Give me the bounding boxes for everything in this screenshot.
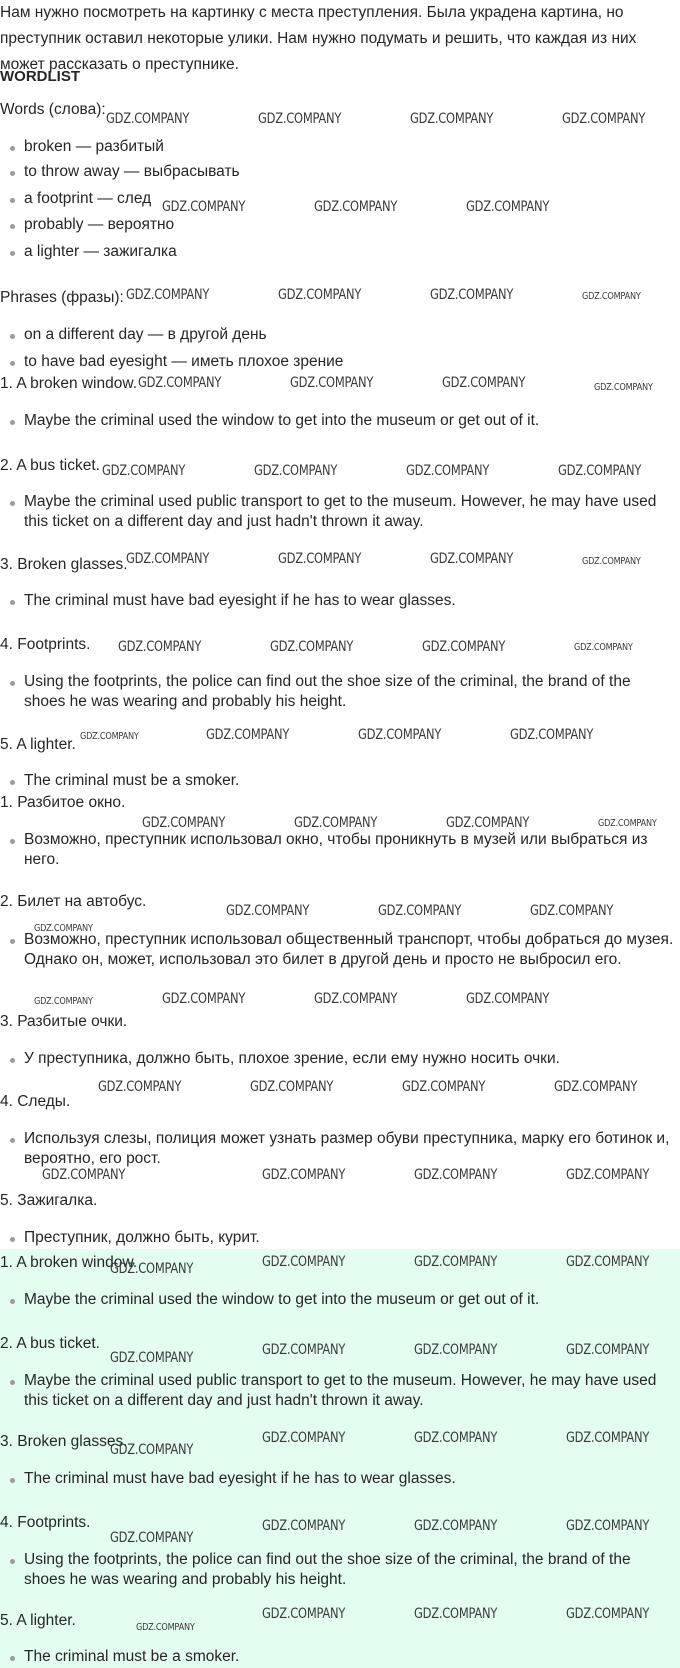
watermark: GDZ.COMPANY bbox=[262, 1254, 346, 1270]
word-item: a lighter — зажигалка bbox=[24, 242, 676, 262]
watermark: GDZ.COMPANY bbox=[110, 1530, 194, 1546]
word-item: to throw away — выбрасывать bbox=[24, 162, 676, 182]
watermark: GDZ.COMPANY bbox=[566, 1606, 650, 1622]
watermark: GDZ.COMPANY bbox=[562, 111, 646, 127]
watermark: GDZ.COMPANY bbox=[358, 727, 442, 743]
answer-title: 1. A broken window. bbox=[0, 375, 138, 392]
watermark: GDZ.COMPANY bbox=[80, 731, 139, 742]
watermark: GDZ.COMPANY bbox=[110, 1350, 194, 1366]
watermark: GDZ.COMPANY bbox=[262, 1518, 346, 1534]
answer-title: 5. A lighter. bbox=[0, 736, 76, 753]
watermark: GDZ.COMPANY bbox=[414, 1430, 498, 1446]
watermark: GDZ.COMPANY bbox=[290, 375, 374, 391]
word-item: a footprint — след bbox=[24, 189, 676, 209]
intro-paragraph: Нам нужно посмотреть на картинку с места преступления. Была украдена картина, но преступник оставил некоторые улики. Нам нужно подумать и решить, что каждая из них может рассказать о преступнике. bbox=[0, 4, 637, 73]
watermark: GDZ.COMPANY bbox=[566, 1254, 650, 1270]
watermark: GDZ.COMPANY bbox=[582, 556, 641, 567]
answer-title: 1. A broken window. bbox=[0, 1254, 138, 1271]
answer-title: 3. Broken glasses. bbox=[0, 1433, 128, 1450]
word-item: broken — разбитый bbox=[24, 137, 676, 157]
watermark: GDZ.COMPANY bbox=[262, 1167, 346, 1183]
watermark: GDZ.COMPANY bbox=[162, 991, 246, 1007]
watermark: GDZ.COMPANY bbox=[314, 991, 398, 1007]
watermark: GDZ.COMPANY bbox=[258, 111, 342, 127]
watermark: GDZ.COMPANY bbox=[110, 1261, 194, 1277]
answer-text: The criminal must have bad eyesight if he has to wear glasses. bbox=[24, 591, 676, 611]
answer-text: Maybe the criminal used the window to get into the museum or get out of it. bbox=[24, 1290, 676, 1310]
answer-text: Maybe the criminal used the window to get into the museum or get out of it. bbox=[24, 411, 676, 431]
watermark: GDZ.COMPANY bbox=[278, 287, 362, 303]
answer-title: 3. Разбитые очки. bbox=[0, 1013, 128, 1030]
watermark: GDZ.COMPANY bbox=[410, 111, 494, 127]
watermark: GDZ.COMPANY bbox=[446, 815, 530, 831]
answer-text: The criminal must have bad eyesight if he has to wear glasses. bbox=[24, 1469, 676, 1489]
intro-clip bbox=[0, 0, 680, 73]
word-item: probably — вероятно bbox=[24, 215, 676, 235]
watermark: GDZ.COMPANY bbox=[34, 996, 93, 1007]
answer-title: 5. Зажигалка. bbox=[0, 1192, 98, 1209]
watermark: GDZ.COMPANY bbox=[406, 463, 490, 479]
answer-title: 4. Footprints. bbox=[0, 636, 91, 653]
watermark: GDZ.COMPANY bbox=[98, 1079, 182, 1095]
watermark: GDZ.COMPANY bbox=[126, 551, 210, 567]
watermark: GDZ.COMPANY bbox=[582, 291, 641, 302]
watermark: GDZ.COMPANY bbox=[422, 639, 506, 655]
watermark: GDZ.COMPANY bbox=[262, 1606, 346, 1622]
watermark: GDZ.COMPANY bbox=[402, 1079, 486, 1095]
watermark: GDZ.COMPANY bbox=[294, 815, 378, 831]
watermark: GDZ.COMPANY bbox=[110, 1442, 194, 1458]
answer-title: 2. A bus ticket. bbox=[0, 1335, 100, 1352]
watermark: GDZ.COMPANY bbox=[566, 1518, 650, 1534]
watermark: GDZ.COMPANY bbox=[314, 199, 398, 215]
answer-text: Maybe the criminal used public transport to get to the museum. However, he may have used this ticket on a different day and just hadn't thrown it away. bbox=[24, 492, 676, 532]
watermark: GDZ.COMPANY bbox=[558, 463, 642, 479]
watermark: GDZ.COMPANY bbox=[254, 463, 338, 479]
watermark: GDZ.COMPANY bbox=[414, 1606, 498, 1622]
answer-text: Using the footprints, the police can find out the shoe size of the criminal, the brand of the shoes he was wearing and probably his height. bbox=[24, 1550, 676, 1590]
answer-title: 2. Билет на автобус. bbox=[0, 893, 147, 910]
watermark: GDZ.COMPANY bbox=[126, 287, 210, 303]
answer-text: The criminal must be a smoker. bbox=[24, 1647, 676, 1667]
answer-text: Maybe the criminal used public transport to get to the museum. However, he may have used this ticket on a different day and just hadn't thrown it away. bbox=[24, 1371, 676, 1411]
watermark: GDZ.COMPANY bbox=[262, 1342, 346, 1358]
watermark: GDZ.COMPANY bbox=[138, 375, 222, 391]
phrase-item: to have bad eyesight — иметь плохое зрение bbox=[24, 352, 676, 372]
watermark: GDZ.COMPANY bbox=[510, 727, 594, 743]
watermark: GDZ.COMPANY bbox=[566, 1430, 650, 1446]
answer-text: The criminal must be a smoker. bbox=[24, 771, 676, 791]
watermark: GDZ.COMPANY bbox=[414, 1254, 498, 1270]
phrases-label: Phrases (фразы): bbox=[0, 289, 124, 306]
watermark: GDZ.COMPANY bbox=[34, 923, 93, 934]
watermark: GDZ.COMPANY bbox=[226, 903, 310, 919]
watermark: GDZ.COMPANY bbox=[530, 903, 614, 919]
answer-text: Используя слезы, полиция может узнать размер обуви преступника, марку его ботинок и, вероятно, его рост. bbox=[24, 1129, 676, 1169]
watermark: GDZ.COMPANY bbox=[566, 1342, 650, 1358]
answer-text: У преступника, должно быть, плохое зрение, если ему нужно носить очки. bbox=[24, 1049, 676, 1069]
watermark: GDZ.COMPANY bbox=[594, 382, 653, 393]
watermark: GDZ.COMPANY bbox=[598, 818, 657, 829]
watermark: GDZ.COMPANY bbox=[106, 111, 190, 127]
words-label: Words (слова): bbox=[0, 101, 106, 118]
answer-title: 5. A lighter. bbox=[0, 1612, 76, 1629]
answer-title: 4. Следы. bbox=[0, 1093, 71, 1110]
watermark: GDZ.COMPANY bbox=[430, 551, 514, 567]
watermark: GDZ.COMPANY bbox=[42, 1167, 126, 1183]
watermark: GDZ.COMPANY bbox=[250, 1079, 334, 1095]
answer-text: Возможно, преступник использовал окно, чтобы проникнуть в музей или выбраться из него. bbox=[24, 830, 676, 870]
wordlist-heading: WORDLIST bbox=[0, 68, 80, 85]
answer-text: Using the footprints, the police can find out the shoe size of the criminal, the brand of the shoes he was wearing and probably his height. bbox=[24, 672, 676, 712]
watermark: GDZ.COMPANY bbox=[430, 287, 514, 303]
watermark: GDZ.COMPANY bbox=[118, 639, 202, 655]
watermark: GDZ.COMPANY bbox=[162, 199, 246, 215]
watermark: GDZ.COMPANY bbox=[206, 727, 290, 743]
answer-title: 3. Broken glasses. bbox=[0, 556, 128, 573]
watermark: GDZ.COMPANY bbox=[566, 1167, 650, 1183]
watermark: GDZ.COMPANY bbox=[378, 903, 462, 919]
watermark: GDZ.COMPANY bbox=[442, 375, 526, 391]
answer-title: 4. Footprints. bbox=[0, 1514, 91, 1531]
watermark: GDZ.COMPANY bbox=[466, 199, 550, 215]
watermark: GDZ.COMPANY bbox=[262, 1430, 346, 1446]
watermark: GDZ.COMPANY bbox=[136, 1622, 195, 1633]
watermark: GDZ.COMPANY bbox=[414, 1342, 498, 1358]
watermark: GDZ.COMPANY bbox=[574, 642, 633, 653]
watermark: GDZ.COMPANY bbox=[102, 463, 186, 479]
watermark: GDZ.COMPANY bbox=[554, 1079, 638, 1095]
answer-text: Возможно, преступник использовал общественный транспорт, чтобы добраться до музея. Однако он, может, использовал это билет в другой день и просто не выбросил его. bbox=[24, 930, 676, 970]
watermark: GDZ.COMPANY bbox=[466, 991, 550, 1007]
watermark: GDZ.COMPANY bbox=[270, 639, 354, 655]
answer-title: 1. Разбитое окно. bbox=[0, 794, 126, 811]
answer-text: Преступник, должно быть, курит. bbox=[24, 1228, 676, 1248]
watermark: GDZ.COMPANY bbox=[414, 1518, 498, 1534]
watermark: GDZ.COMPANY bbox=[142, 815, 226, 831]
watermark: GDZ.COMPANY bbox=[278, 551, 362, 567]
phrase-item: on a different day — в другой день bbox=[24, 325, 676, 345]
watermark: GDZ.COMPANY bbox=[414, 1167, 498, 1183]
answer-title: 2. A bus ticket. bbox=[0, 457, 100, 474]
